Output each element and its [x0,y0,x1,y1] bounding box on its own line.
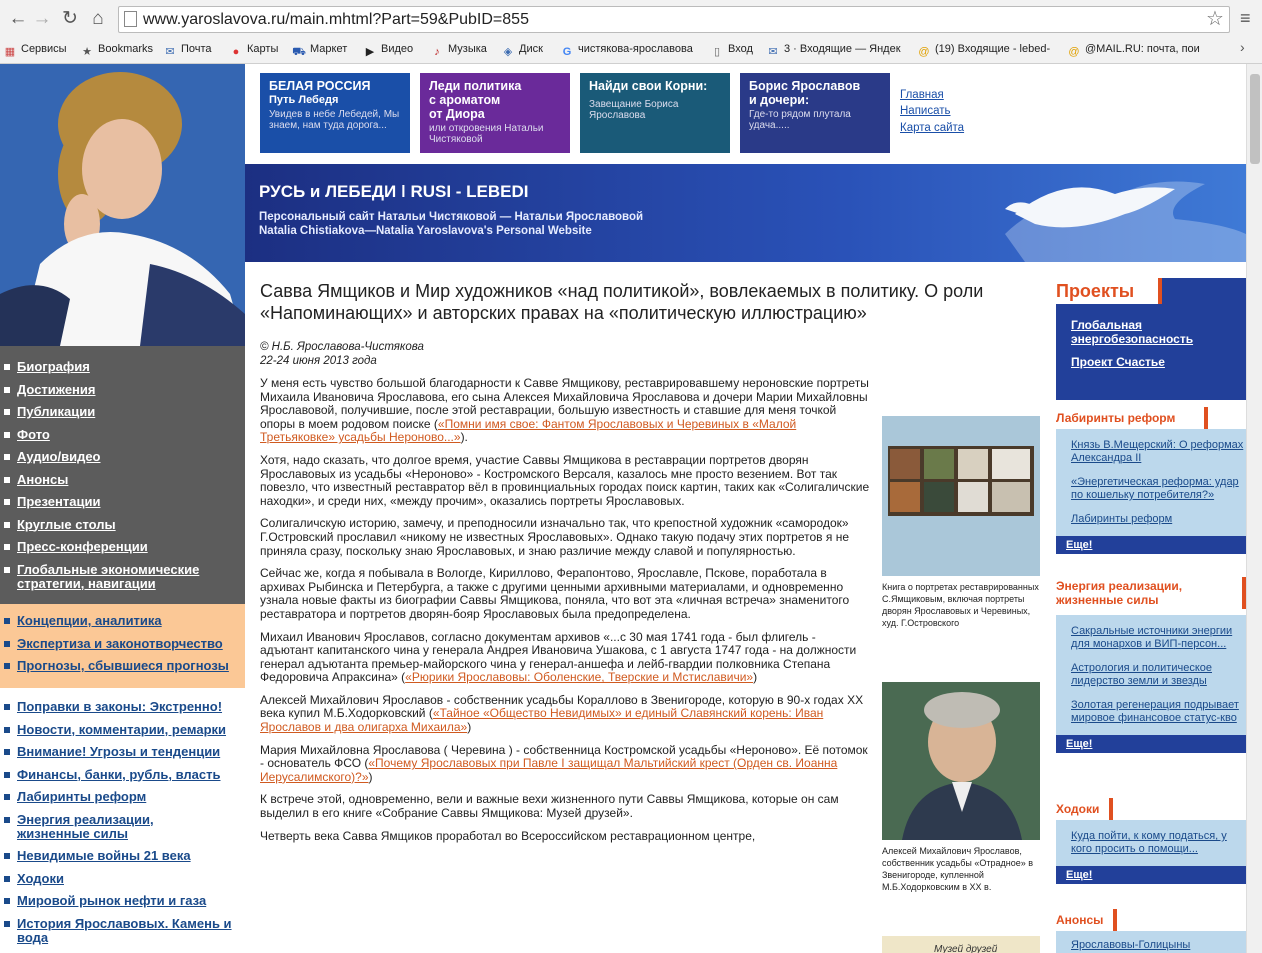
site-banner [245,64,1246,264]
title-strip [245,164,1246,262]
sidebar-item[interactable]: Концепции, аналитика [0,614,245,628]
section-hodoki [1045,798,1246,884]
article-date: 22-24 июня 2013 года [260,355,377,367]
sidebar-nav-analytics [0,604,245,688]
section-link[interactable]: «Энергетическая реформа: удар по кошельку потребителя?» [1071,476,1239,501]
music-icon: ♪ [434,46,440,58]
section-announcements [1045,909,1246,953]
paragraph: Четверть века Савва Ямщиков проработал во Всероссийском реставрационном центре, [260,828,756,843]
sidebar-item[interactable]: Внимание! Угрозы и тенденции [0,745,245,759]
more-link[interactable]: Еще! [1056,735,1246,753]
article-link[interactable]: «Рюрики Ярославовы: Оболенские, Тверские и Мстиславичи» [405,670,754,685]
sidebar-item[interactable]: Фото [0,428,245,442]
section-link[interactable]: Князь В.Мещерский: О реформах Александра II [1071,439,1244,464]
paragraph: Михаил Иванович Ярославов, согласно документам архивов «...с 30 мая 1741 года - был флигель - адъютант капитанского чина у генерала Андрея Ивановича Ушакова, с 1 августа 1747 года - на должности генерал адъютанта премьер-майорского чина у генерал-аншефа и лейб-гвардии полковника Степана Федоровича Апраксина» («Рюрики Ярославовы: Оболенские, Тверские и Мстиславичи») [260,629,857,685]
link-sitemap[interactable]: Карта сайта [900,122,965,134]
section-link[interactable]: Лабиринты реформ [1071,513,1173,525]
section-heading: Лабиринты реформ [1056,407,1208,429]
back-arrow-icon[interactable]: ← [8,8,28,29]
bookmark-item[interactable]: ♪ Музыка [430,41,487,59]
paragraph: Алексей Михайлович Ярославов - собственник усадьбы Кораллово в Звенигороде, которую в 90-х годах ХХ века купил М.Б.Ходорковский («Тайное «Общество Невидимых» и единый Славянский корень: Иван Ярославов и два олигарха Михаила») [260,692,864,735]
section-links [1056,931,1246,953]
section-links [1056,429,1246,536]
article-byline [260,340,424,368]
article [245,264,1045,953]
bookmark-item[interactable]: @ @MAIL.RU: почта, пои [1068,43,1200,58]
sidebar-item[interactable]: Мировой рынок нефти и газа [0,894,245,908]
sidebar-item[interactable]: Энергия реализации, жизненные силы [0,813,170,841]
sidebar-item[interactable]: Ходоки [0,872,245,886]
at-icon: @ [918,46,930,58]
article-link[interactable]: «Почему Ярославовых при Павле I защищал Мальтийский крест (Орден св. Иоанна Иерусалимского)?» [260,756,838,784]
forward-arrow-icon[interactable]: → [32,8,52,29]
scrollbar-thumb[interactable] [1250,74,1260,164]
sidebar-nav-topics [0,688,245,953]
map-pin-icon: ● [232,46,240,58]
disk-icon: ◈ [503,46,513,58]
sidebar-item[interactable]: Презентации [0,495,245,509]
site-subtitle-ru: Персональный сайт Натальи Чистяковой — Натальи Ярославовой [259,211,644,223]
bookmark-item[interactable]: ▯ Вход [710,41,753,59]
tile-ledi-politika[interactable]: Леди политика с ароматом от Диора или откровения Натальи Чистяковой [420,73,570,153]
paragraph: Мария Михайловна Ярославова ( Черевина ) - собственница Костромской усадьбы «Нероново». Её потомок - основатель ФСО («Почему Ярославовых при Павле I защищал Мальтийский крест (Орден св. Иоанна Иерусалимского)?») [260,742,868,784]
reload-icon[interactable]: ↻ [62,8,78,29]
sidebar-item[interactable]: Пресс-конференции [0,540,245,554]
article-title: Савва Ямщиков и Мир художников «над политикой», вовлекаемых в политику. О роли «Напоминающих» и авторских правах на «политическую иллюстрацию» [260,281,984,323]
figure-caption: Алексей Михайлович Ярославов, собственник усадьбы «Отрадное» в Звенигороде, купленной М.Б.Ходорковским в ХХ в. [882,846,1034,892]
section-heading: Энергия реализации, жизненные силы [1056,577,1246,609]
browser-chrome [0,0,1262,64]
home-icon[interactable]: ⌂ [92,8,104,29]
sidebar-item[interactable]: Невидимые войны 21 века [0,849,245,863]
tile-naidi-korni[interactable]: Найди свои Корни: Завещание Бориса Ярославова [580,73,730,153]
more-link[interactable]: Еще! [1056,866,1246,884]
sidebar-item[interactable]: Биография [0,360,245,374]
section-link[interactable]: Ярославовы-Голицыны [1071,939,1191,951]
menu-icon[interactable]: ≡ [1240,8,1251,28]
page-icon [124,11,137,27]
section-links [1056,615,1246,735]
section-link[interactable]: Астрология и политическое лидерство земли и звезды [1071,662,1212,687]
sidebar-item[interactable]: Достижения [0,383,245,397]
link-write[interactable]: Написать [900,105,951,117]
cart-icon: ⛟ [292,46,306,58]
star-icon: ★ [82,46,92,58]
sidebar-item[interactable]: Поправки в законы: Экстренно! [0,700,245,714]
sidebar-item[interactable]: Экспертиза и законотворчество [0,637,245,651]
sidebar-item[interactable]: Анонсы [0,473,245,487]
figure-caption: Книга о портретах реставрированных С.Ямщиковым, включая портреты дворян Ярославовых и Черевиных, худ. Г.Островского [882,582,1039,628]
section-heading: Анонсы [1056,909,1117,931]
portrait-illustration [0,64,245,346]
address-bar[interactable] [118,6,1230,33]
paragraph: У меня есть чувство большой благодарности к Савве Ямщикову, реставрировавшему нероновские портреты Михаила Ивановича Ярославова, его сына Алексея Михайловича Ярославова и дочери Марии Михайловны Ярославовой, получившие, после этой реставрации, большую известность и ставшие для меня точкой опоры в моем родовом поиске («Помни имя свое: Фантом Ярославовых и Черевиных в «Малой Третьяковке» усадьбы Нероново...»). [260,376,869,445]
tile-belaya-rossiya[interactable]: БЕЛАЯ РОССИЯ Путь Лебедя Увидев в небе Лебедей, Мы знаем, нам туда дорога... [260,73,410,153]
paragraph: К встрече этой, одновременно, вели и важные вехи жизненного пути Саввы Ямщикова, которые он сам выделил в его книге «Собрание Саввы Ямщикова: Музей друзей». [260,792,839,821]
bookmark-item[interactable]: ▦ Сервисы [4,43,67,58]
paragraph: Хотя, надо сказать, что долгое время, участие Саввы Ямщикова в реставрации портретов дворян Ярославовых из усадьбы «Нероново» - Костромского Версаля, казалось мне просто везением. Вот так повезло, что известный реставратор вёл в провинциальных городах поиск картин, таких как «Солигаличские находки», и среди них, «между прочим», оказались портреты Ярославовых. [260,452,870,508]
section-labyrinths [1045,407,1246,554]
projects-heading: Проекты [1056,278,1162,304]
bookmark-item[interactable]: @ (19) Входящие - lebed- [918,43,1051,58]
article-author: © Н.Б. Ярославова-Чистякова [260,341,424,353]
museum-book-image[interactable]: Музей друзей [882,936,1040,953]
projects-links [1071,318,1241,369]
paragraph: Солигаличскую историю, замечу, и преподносили изначально так, что крепостной художник «самородок» Г.Островский прославил «никому не известных Ярославовых». Однако такую подачу этих портретов я не приняла сразу, поскольку знаю Ярославовых, и знаю различие между славой и популярностью. [260,516,849,558]
sidebar-item[interactable]: Круглые столы [0,518,245,532]
figure-portrait [882,682,1040,893]
sidebar-item[interactable]: Глобальные экономические стратегии, навигации [0,563,220,591]
bookmark-item[interactable]: ✉ Почта [163,41,212,59]
browser-toolbar [0,0,1262,38]
google-icon: G [562,46,572,58]
section-energy [1045,577,1246,753]
bookmark-item[interactable]: ✉ 3 · Входящие — Яндек [766,41,901,59]
section-link[interactable]: Куда пойти, к кому податься, у кого просить о помощи... [1071,830,1227,855]
paragraph: Сейчас же, когда я побывала в Вологде, Кириллово, Ферапонтово, Ярославле, Пскове, поработала в архивах Рыбинска и Петербурга, а также с другими ценными архивными материалами, и одновременно узнала новые факты из биографии Саввы Ямщикова, поняла, что вот эта «личная встреча» знаменитого реставратора и портретов дворян-бояр Ярославовых была предопределена. [260,566,850,621]
at-icon: @ [1068,46,1080,58]
more-link[interactable]: Еще! [1056,536,1246,554]
sidebar-item[interactable]: Новости, комментарии, ремарки [0,723,245,737]
article-body [260,377,872,852]
portrait-image[interactable] [882,682,1040,840]
section-link[interactable]: Сакральные источники энергии для монархов и ВИП-персон... [1071,625,1233,650]
article-link[interactable]: «Помни имя свое: Фантом Ярославовых и Черевиных в «Малой Третьяковке» усадьбы Нероново...» [260,416,797,445]
project-link[interactable]: Проект Счастье [1071,355,1165,369]
vertical-scrollbar[interactable] [1246,64,1262,953]
project-link[interactable]: Глобальная энергобезопасность [1071,318,1194,346]
sidebar-item[interactable]: Прогнозы, сбывшиеся прогнозы [0,659,245,673]
web-page [0,64,1246,953]
apps-grid-icon: ▦ [4,46,16,58]
sidebar-item[interactable]: Публикации [0,405,245,419]
bookmark-star-icon[interactable]: ☆ [1206,8,1224,30]
book-image[interactable] [882,416,1040,576]
section-links [1056,820,1246,866]
url-text: www.yaroslavova.ru/main.mhtml?Part=59&PubID=855 [143,11,529,28]
site-title: РУСЬ и ЛЕБЕДИ ǀ RUSI - LEBEDI [259,182,529,201]
tile-boris-yaroslavov[interactable]: Борис Ярославов и дочери: Где-то рядом плутала удача..... [740,73,890,153]
bookmark-item[interactable]: ● Карты [229,41,278,59]
author-photo [0,64,245,346]
sidebar-item[interactable]: Лабиринты реформ [0,790,245,804]
bookmark-item[interactable]: ▶ Видео [363,41,413,59]
bookmarks-bar [0,38,1262,60]
bookmark-item[interactable]: ⛟ Маркет [292,43,348,58]
bookmark-item[interactable]: ◈ Диск [501,41,543,59]
bookmark-item[interactable]: G чистякова-ярославова [560,41,693,59]
video-icon: ▶ [365,46,375,58]
sidebar-item[interactable]: Аудио/видео [0,450,245,464]
figure-book [882,416,1040,629]
section-heading: Ходоки [1056,798,1113,820]
link-home[interactable]: Главная [900,89,944,101]
article-link[interactable]: «Тайное «Общество Невидимых» и единый Славянский корень: Иван Ярославов и два олигарха Михаила» [260,706,824,735]
sidebar-nav-main [0,346,245,604]
sidebar-item[interactable]: История Ярославовых. Камень и вода [0,917,235,945]
figure-museum-book [882,936,1040,953]
site-subtitle-en: Natalia Chistiakova—Natalia Yaroslavova's Personal Website [259,225,592,237]
right-column [1045,264,1246,953]
page-icon: ▯ [713,46,721,58]
mail-icon: ✉ [165,46,175,58]
more-bookmarks-icon[interactable]: › [1240,39,1245,55]
bookmark-item[interactable]: ★ Bookmarks [80,41,153,59]
section-link[interactable]: Золотая регенерация подрывает мировое финансовое статус-кво [1071,699,1239,724]
sidebar-item[interactable]: Финансы, банки, рубль, власть [0,768,245,782]
mail-icon: ✉ [768,46,778,58]
